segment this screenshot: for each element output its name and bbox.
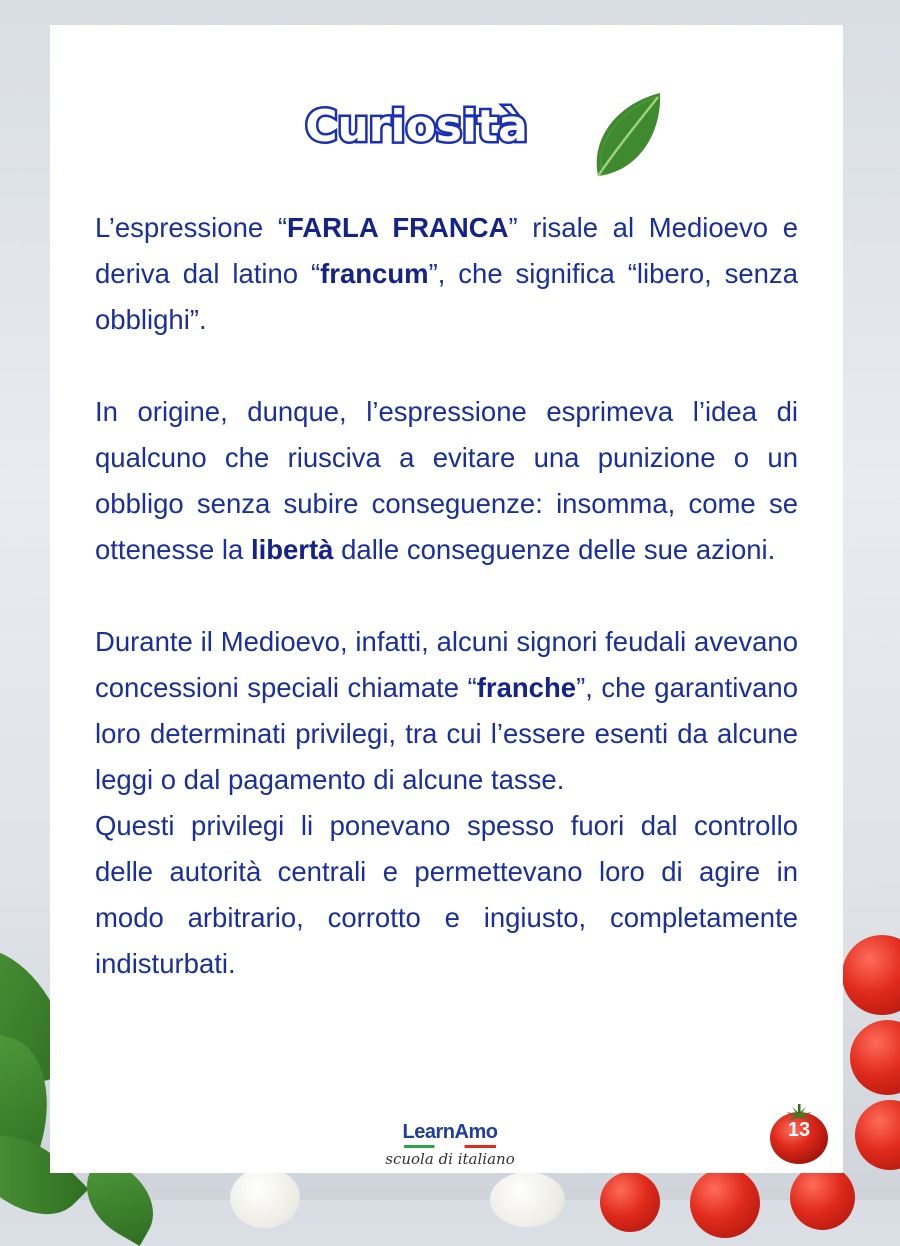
tomato-decoration bbox=[842, 935, 900, 1015]
brand-name: LearnAmo bbox=[402, 1121, 498, 1143]
paragraph-spacer bbox=[95, 343, 798, 389]
tomato-decoration bbox=[690, 1168, 760, 1238]
tomato-decoration bbox=[790, 1165, 855, 1230]
tomato-decoration bbox=[855, 1100, 900, 1170]
paragraph-meaning bbox=[95, 389, 798, 573]
bold-term: franche bbox=[476, 672, 577, 703]
title-area bbox=[50, 87, 843, 187]
basil-leaf-icon bbox=[590, 91, 665, 186]
tomato-decoration bbox=[600, 1172, 660, 1232]
text-segment: ” risale al Medioevo e deriva dal latino “ bbox=[95, 212, 798, 289]
text-segment: L’espressione “ bbox=[95, 212, 288, 243]
page-number: 13 bbox=[787, 1119, 811, 1141]
text-segment: Durante il Medioevo, infatti, alcuni signori feudali avevano concessioni speciali chiamate “ bbox=[95, 626, 798, 703]
text-segment: In origine, dunque, l’espressione esprimeva l’idea di qualcuno che riusciva a evitare una punizione o un obbligo senza subire conseguenze: insomma, come se ottenesse la bbox=[95, 396, 798, 565]
bold-term: libertà bbox=[250, 534, 334, 565]
paragraph-spacer bbox=[95, 573, 798, 619]
page-title: Curiosità bbox=[305, 101, 528, 152]
italian-flag-bar bbox=[404, 1145, 496, 1148]
tomato-decoration bbox=[850, 1020, 900, 1095]
brand-logo bbox=[380, 1121, 520, 1168]
mozzarella-decoration bbox=[230, 1168, 300, 1228]
bold-term: francum bbox=[320, 258, 429, 289]
page-number-badge bbox=[768, 1101, 830, 1165]
body-text bbox=[95, 205, 798, 987]
bold-term: FARLA FRANCA bbox=[287, 212, 509, 243]
paragraph-consequences bbox=[95, 803, 798, 987]
paragraph-origin bbox=[95, 205, 798, 343]
brand-tagline: scuola di italiano bbox=[385, 1150, 515, 1168]
paragraph-history bbox=[95, 619, 798, 803]
text-segment: Questi privilegi li ponevano spesso fuori dal controllo delle autorità centrali e permettevano loro di agire in modo arbitrario, corrotto e ingiusto, completamente indisturbati. bbox=[95, 810, 798, 979]
text-segment: ”, che garantivano loro determinati privilegi, tra cui l’essere esenti da alcune leggi o dal pagamento di alcune tasse. bbox=[95, 672, 798, 795]
content-card bbox=[50, 25, 843, 1173]
text-segment: ”, che significa “libero, senza obblighi”. bbox=[95, 258, 799, 335]
text-segment: dalle conseguenze delle sue azioni. bbox=[333, 534, 776, 565]
